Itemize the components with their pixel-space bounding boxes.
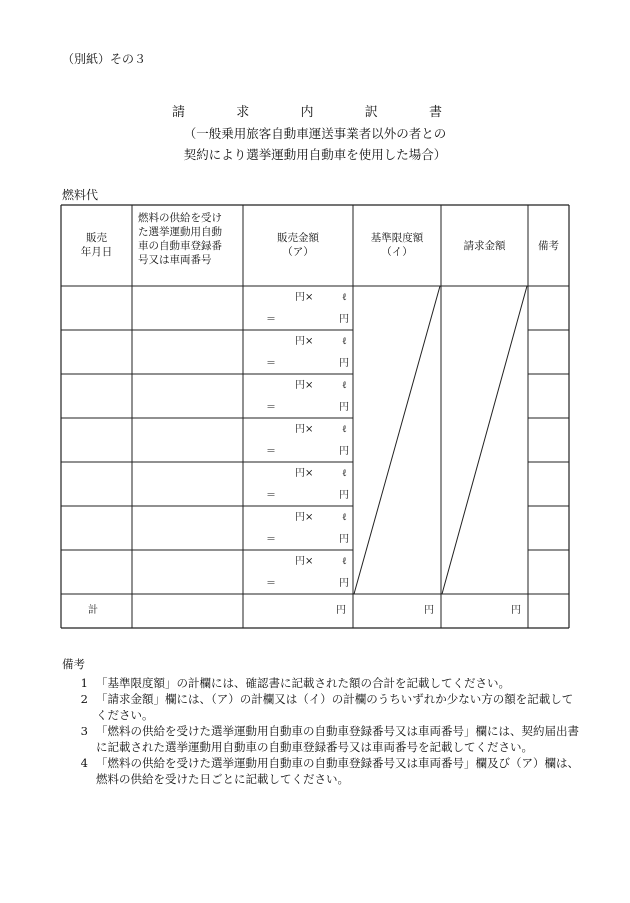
remarks-cell[interactable] (530, 464, 567, 504)
note-item (62, 755, 582, 787)
header-vehicle-line: 号又は車両番号 (138, 254, 212, 266)
title-char: 請 (172, 105, 186, 120)
header-sale-amount-line: （ア） (282, 246, 314, 258)
liter-unit: ℓ (342, 468, 347, 479)
vehicle-number-cell[interactable] (134, 332, 241, 372)
yen-times-label: 円× (295, 424, 314, 435)
note-number: 2 (80, 692, 88, 706)
yen-times-label: 円× (295, 292, 314, 303)
header-vehicle-line: 車の自動車登録番 (138, 240, 222, 252)
equals-sign: ＝ (266, 358, 276, 369)
liter-unit: ℓ (342, 424, 347, 435)
yen-unit: 円 (339, 402, 349, 413)
yen-times-label: 円× (295, 512, 314, 523)
liter-unit: ℓ (342, 556, 347, 567)
header-vehicle-number (138, 211, 241, 267)
title-char: 書 (428, 105, 442, 120)
claim-column-diagonal (442, 286, 527, 594)
header-vehicle-line: た選挙運動用自動 (138, 226, 222, 238)
yen-unit: 円 (339, 358, 349, 369)
vehicle-number-cell[interactable] (134, 552, 241, 592)
yen-unit: 円 (339, 534, 349, 545)
note-text: 「燃料の供給を受けた選挙運動用自動車の自動車登録番号又は車両番号」欄には、契約届出書に記載された選挙運動用自動車の自動車登録番号又は車両番号を記載してください。 (96, 724, 579, 754)
yen-unit: 円 (339, 314, 349, 325)
header-standard-limit-line: 基準限度額 (370, 232, 424, 244)
yen-times-label: 円× (295, 336, 314, 347)
remarks-cell[interactable] (530, 420, 567, 460)
header-sale-date-line: 年月日 (80, 246, 113, 258)
subtitle-line-2: 契約により選挙運動用自動車を使用した場合） (183, 147, 447, 162)
title-char: 求 (236, 105, 250, 120)
remarks-cell[interactable] (530, 376, 567, 416)
note-item (62, 723, 582, 755)
vehicle-number-cell[interactable] (134, 288, 241, 328)
note-text: 「基準限度額」の計欄には、確認書に記載された額の合計を記載してください。 (96, 676, 510, 690)
equals-sign: ＝ (266, 534, 276, 545)
subtitle-line-1: （一般乗用旅客自動車運送事業者以外の者との (183, 126, 447, 141)
sale-date-cell[interactable] (63, 552, 130, 592)
equals-sign: ＝ (266, 578, 276, 589)
note-number: 4 (80, 756, 88, 770)
note-item (62, 675, 582, 691)
equals-sign: ＝ (266, 490, 276, 501)
header-sale-amount-line: 販売金額 (277, 232, 319, 244)
title-char: 内 (300, 105, 314, 120)
note-text: 「請求金額」欄には、（ア）の計欄又は（イ）の計欄のうちいずれか少ない方の額を記載してください。 (96, 692, 574, 722)
header-claim-amount: 請求金額 (463, 240, 506, 252)
yen-times-label: 円× (295, 380, 314, 391)
remarks-cell[interactable] (530, 552, 567, 592)
sale-date-cell[interactable] (63, 376, 130, 416)
equals-sign: ＝ (266, 446, 276, 457)
header-vehicle-line: 燃料の供給を受け (138, 212, 222, 224)
remarks-cell[interactable] (530, 508, 567, 548)
sale-date-cell[interactable] (63, 464, 130, 504)
vehicle-number-cell[interactable] (134, 464, 241, 504)
notes-section (62, 656, 582, 787)
remarks-cell[interactable] (530, 288, 567, 328)
note-number: 1 (80, 676, 88, 690)
yen-times-label: 円× (295, 468, 314, 479)
notes-heading: 備考 (62, 657, 85, 671)
total-claim-yen: 円 (511, 605, 521, 616)
header-sale-date-line: 販売 (86, 232, 107, 244)
header-sale-amount (243, 231, 353, 259)
note-item (62, 691, 582, 723)
annex-label: （別紙）その３ (62, 52, 147, 66)
header-sale-date (61, 231, 132, 259)
liter-unit: ℓ (342, 380, 347, 391)
equals-sign: ＝ (266, 402, 276, 413)
yen-unit: 円 (339, 490, 349, 501)
sale-date-cell[interactable] (63, 420, 130, 460)
note-number: 3 (80, 724, 88, 738)
vehicle-number-cell[interactable] (134, 376, 241, 416)
equals-sign: ＝ (266, 314, 276, 325)
header-standard-limit (353, 231, 441, 259)
total-label: 計 (88, 605, 98, 616)
header-standard-limit-line: （イ） (381, 246, 413, 258)
sale-date-cell[interactable] (63, 508, 130, 548)
liter-unit: ℓ (342, 336, 347, 347)
limit-column-diagonal (354, 286, 440, 594)
yen-times-label: 円× (295, 556, 314, 567)
section-label: 燃料代 (62, 188, 99, 202)
yen-unit: 円 (339, 578, 349, 589)
liter-unit: ℓ (342, 512, 347, 523)
title-char: 訳 (364, 105, 378, 120)
vehicle-number-cell[interactable] (134, 508, 241, 548)
remarks-cell[interactable] (530, 332, 567, 372)
liter-unit: ℓ (342, 292, 347, 303)
total-amount-yen: 円 (336, 605, 346, 616)
sale-date-cell[interactable] (63, 332, 130, 372)
note-text: 「燃料の供給を受けた選挙運動用自動車の自動車登録番号又は車両番号」欄及び（ア）欄は、燃料の供給を受けた日ごとに記載してください。 (96, 756, 579, 786)
sale-date-cell[interactable] (63, 288, 130, 328)
yen-unit: 円 (339, 446, 349, 457)
vehicle-number-cell[interactable] (134, 420, 241, 460)
header-remarks: 備考 (538, 240, 559, 252)
total-limit-yen: 円 (424, 605, 434, 616)
